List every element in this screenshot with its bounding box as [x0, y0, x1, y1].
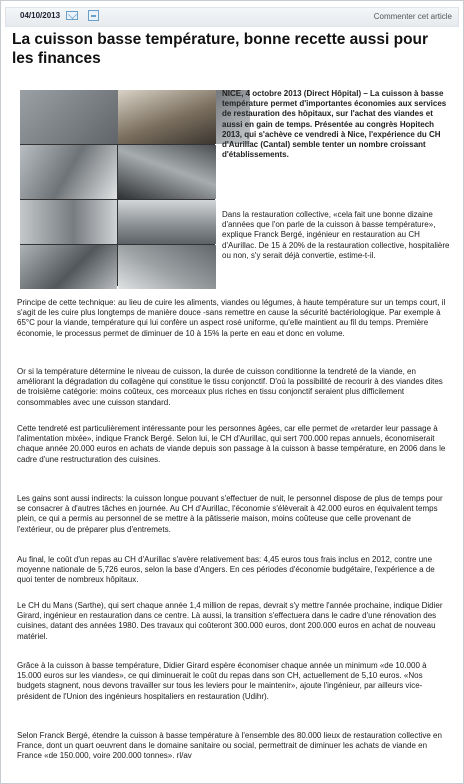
article-paragraph: Selon Franck Bergé, étendre la cuisson à basse température à l'ensemble des 80.000 lieux de restauration collective en France, dont un quart oeuvrent dans le domaine sanitaire ou social, permettrait de diminuer les achats de viande en France «de 150.000, voire 200.000 tonnes». rl/av: [17, 731, 442, 761]
article-paragraph: Cette tendreté est particulièrement intéressante pour les personnes âgées, car elle permet de «retarder leur passage à l'alimentation mixée», indique Franck Bergé. Selon lui, le CH d'Aurillac, qui sert 700.000 repas annuels, économiserait chaque année 20.000 euros en achats de viande depuis son passage à la cuisson à basse température, en 2006 dans le cadre d'une restructuration des cuisines.: [17, 424, 446, 464]
article-paragraph: Or si la température détermine le niveau de cuisson, la durée de cuisson conditionne la tendreté de la viande, en améliorant la dégradation du collagène qui constitue le tissu conjonctif. D'où la possibilité de recourir à des viandes dites de troisième catégorie: moins coûteux, ces morceaux plus riches en tissu conjonctif seraient plus difficilement consommables avec une cuisson standard.: [17, 367, 443, 407]
article-toolbar: [5, 7, 459, 27]
article-paragraph: Principe de cette technique: au lieu de cuire les aliments, viandes ou légumes, à haute température sur un temps court, il s'agit de les cuire plus longtemps de manière douce -sans remettre en cause la sécurité bactériologique. Par exemple à 65°C pour la viande, température qui lui confère un aspect rosé uniforme, qu'elle maintient au fil du temps. Première économie, le processus permet de diminuer de 10 à 15% la perte en eau et donc en volume.: [17, 298, 446, 338]
article-paragraph: Dans la restauration collective, «cela fait une bonne dizaine d'années que l'on parle de la cuisson à basse température», explique Franck Bergé, ingénieur en restauration au CH d'Aurillac. De 15 à 20% de la restauration collective, hospitalière ou non, s'y serait déjà convertie, estime-t-il.: [222, 210, 450, 260]
envelope-icon[interactable]: [66, 11, 78, 20]
article-paragraph: Grâce à la cuisson à basse température, Didier Girard espère économiser chaque année un minimum «de 10.000 à 15.000 euros sur les viandes», ce qui diminuerait le coût du repas dans son CH, actuellement de 5,10 euros. «Nos budgets stagnent, nous devons travailler sur tous les leviers pour le maintenir», ajoute l'ingénieur, par ailleurs vice-président de l'Union des ingénieurs hospitaliers en restauration (Udihr).: [17, 661, 427, 701]
kitchen-photo: [20, 90, 215, 286]
print-icon[interactable]: [88, 10, 99, 21]
article-date: 04/10/2013: [20, 11, 61, 20]
article-paragraph: Les gains sont aussi indirects: la cuisson longue pouvant s'effectuer de nuit, le personnel dispose de plus de temps pour se consacrer à d'autres tâches en journée. Au CH d'Aurillac, l'économie s'élèverait à 42.000 euros en équivalent temps plein, ce qui a permis au personnel de se mettre à la pâtisserie maison, moins coûteuse que celle provenant de l'extérieur, ou de préparer plus d'entremets.: [17, 494, 443, 534]
article-paragraph: Au final, le coût d'un repas au CH d'Aurillac s'avère relativement bas: 4,45 euros tous frais inclus en 2012, contre une moyenne nationale de 5,726 euros, selon la base d'Angers. En ces périodes d'économie budgétaire, l'expérience a de quoi tenter de nombreux hôpitaux.: [17, 555, 435, 585]
article-paragraph: Le CH du Mans (Sarthe), qui sert chaque année 1,4 million de repas, devrait s'y mettre l'année prochaine, indique Didier Girard, ingénieur en restauration dans ce centre. Là aussi, la transition s'effectuera dans le cadre d'une rénovation des cuisines, datant des années 1980. Des travaux qui coûteront 300.000 euros, dont 200.000 euros en achat de nouveau matériel.: [17, 601, 443, 641]
article-lead: NICE, 4 octobre 2013 (Direct Hôpital) – La cuisson à basse température permet d'importantes économies aux services de restauration des hôpitaux, sur l'achat des viandes et aussi en gain de temps. Présentée au congrès Hopitech 2013, qui s'achève ce vendredi à Nice, l'expérience du CH d'Aurillac (Cantal) semble tenter un nombre croissant d'établissements.: [222, 89, 447, 160]
comment-link[interactable]: Commenter cet article: [373, 12, 452, 21]
article-title: La cuisson basse température, bonne recette aussi pour les finances: [12, 31, 429, 67]
